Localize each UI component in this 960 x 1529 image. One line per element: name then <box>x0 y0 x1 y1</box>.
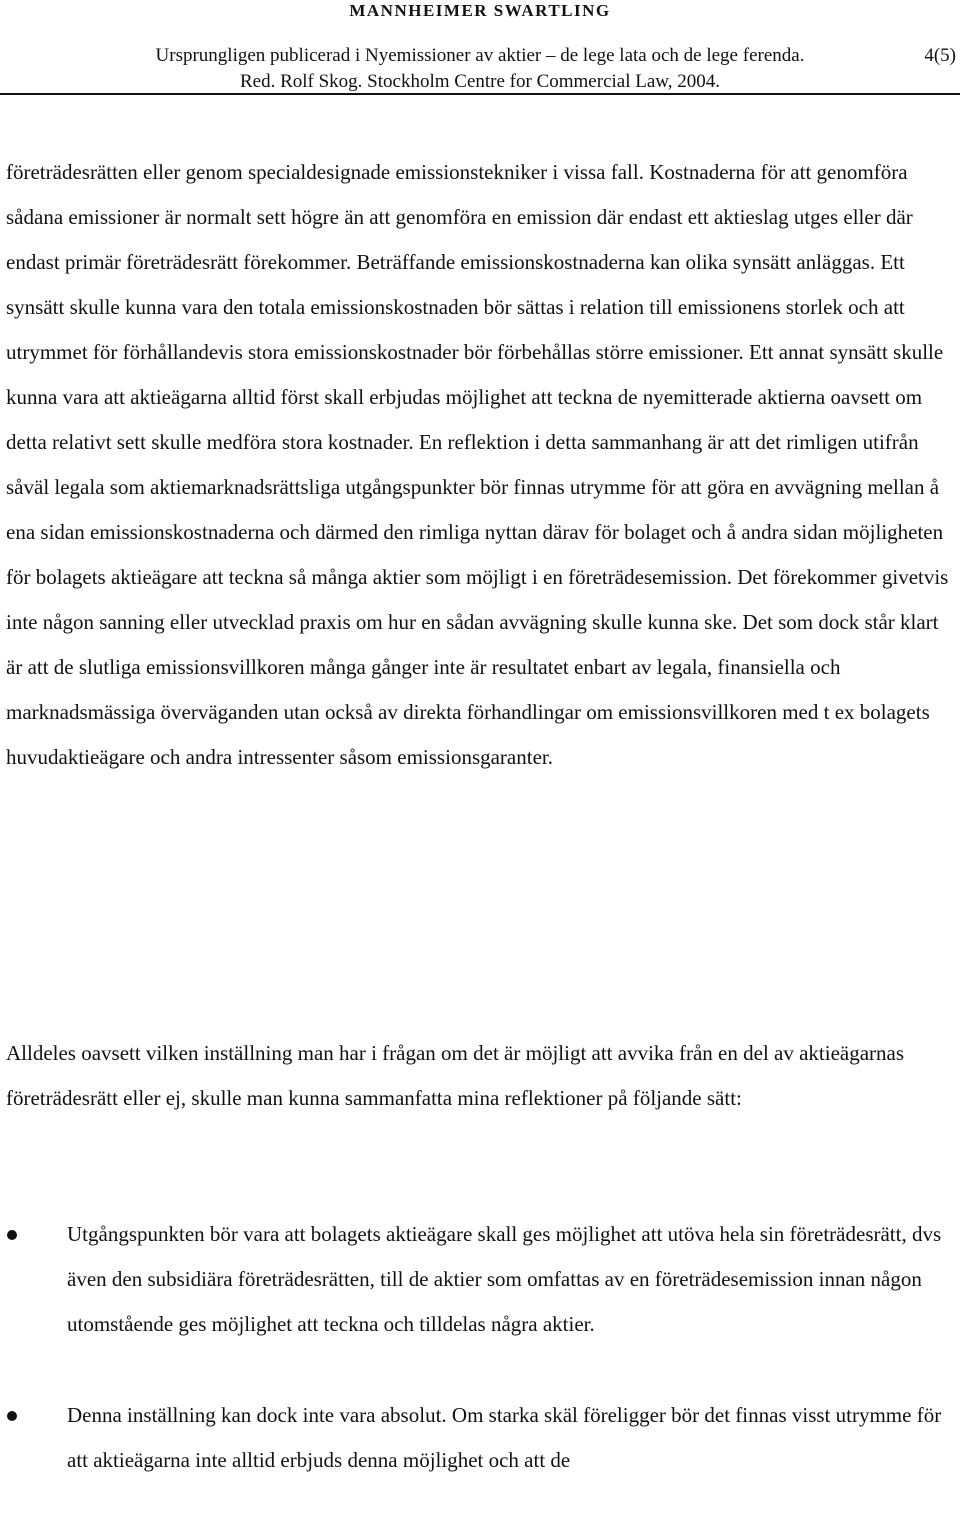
firm-name: MANNHEIMER SWARTLING <box>349 1 611 20</box>
page-number: 4(5) <box>924 45 956 66</box>
page-header <box>0 0 960 96</box>
bullet-list <box>0 1212 960 1529</box>
source-line-1: Ursprungligen publicerad i Nyemissioner av aktier – de lege lata och de lege ferenda. <box>155 45 805 66</box>
bullet-item-2 <box>0 1393 955 1483</box>
body-paragraph-1: företrädesrätten eller genom specialdesignade emissionstekniker i vissa fall. Kostnaderna för att genomföra sådana emissioner är normalt sett högre än att genomföra en emission där endast ett aktieslag utges eller där endast primär företrädesrätt förekommer. Beträffande emissionskostnaderna kan olika synsätt anläggas. Ett synsätt skulle kunna vara den totala emissionskostnaden bör sättas i relation till emissionens storlek och att utrymmet för förhållandevis stora emissionskostnader bör förbehållas större emissioner. Ett annat synsätt skulle kunna vara att aktieägarna alltid först skall erbjudas möjlighet att teckna de nyemitterade aktierna oavsett om detta relativt sett skulle medföra stora kostnader. En reflektion i detta sammanhang är att det rimligen utifrån såväl legala som aktiemarknadsrättsliga utgångspunkter bör finnas utrymme för att göra en avvägning mellan å ena sidan emissionskostnaderna och därmed den rimliga nyttan därav för bolaget och å andra sidan möjligheten för bolagets aktieägare att teckna så många aktier som möjligt i en företrädesemission. Det förekommer givetvis inte någon sanning eller utvecklad praxis om hur en sådan avvägning skulle kunna ske. Det som dock står klart är att de slutliga emissionsvillkoren många gånger inte är resultatet enbart av legala, finansiella och marknadsmässiga överväganden utan också av direkta förhandlingar om emissionsvillkoren med t ex bolagets huvudaktieägare och andra intressenter såsom emissionsgaranter. <box>6 160 949 769</box>
body-paragraph-2: Alldeles oavsett vilken inställning man har i frågan om det är möjligt att avvika från en del av aktieägarnas företrädesrätt eller ej, skulle man kunna sammanfatta mina reflektioner på följande sätt: <box>6 1041 905 1110</box>
bullet-item-1 <box>0 1212 955 1347</box>
header-divider <box>0 93 960 95</box>
bullet-icon <box>7 1230 17 1240</box>
bullet-text: Denna inställning kan dock inte vara absolut. Om starka skäl föreligger bör det finnas visst utrymme för att aktieägarna inte alltid erbjuds denna möjlighet och att de <box>67 1403 942 1472</box>
bullet-icon <box>7 1411 17 1421</box>
source-line-2: Red. Rolf Skog. Stockholm Centre for Commercial Law, 2004. <box>239 71 721 92</box>
bullet-text: Utgångspunkten bör vara att bolagets aktieägare skall ges möjlighet att utöva hela sin företrädesrätt, dvs även den subsidiära företrädesrätten, till de aktier som omfattas av en företrädesemission innan någon utomstående ges möjlighet att teckna och tilldelas några aktier. <box>67 1222 942 1336</box>
